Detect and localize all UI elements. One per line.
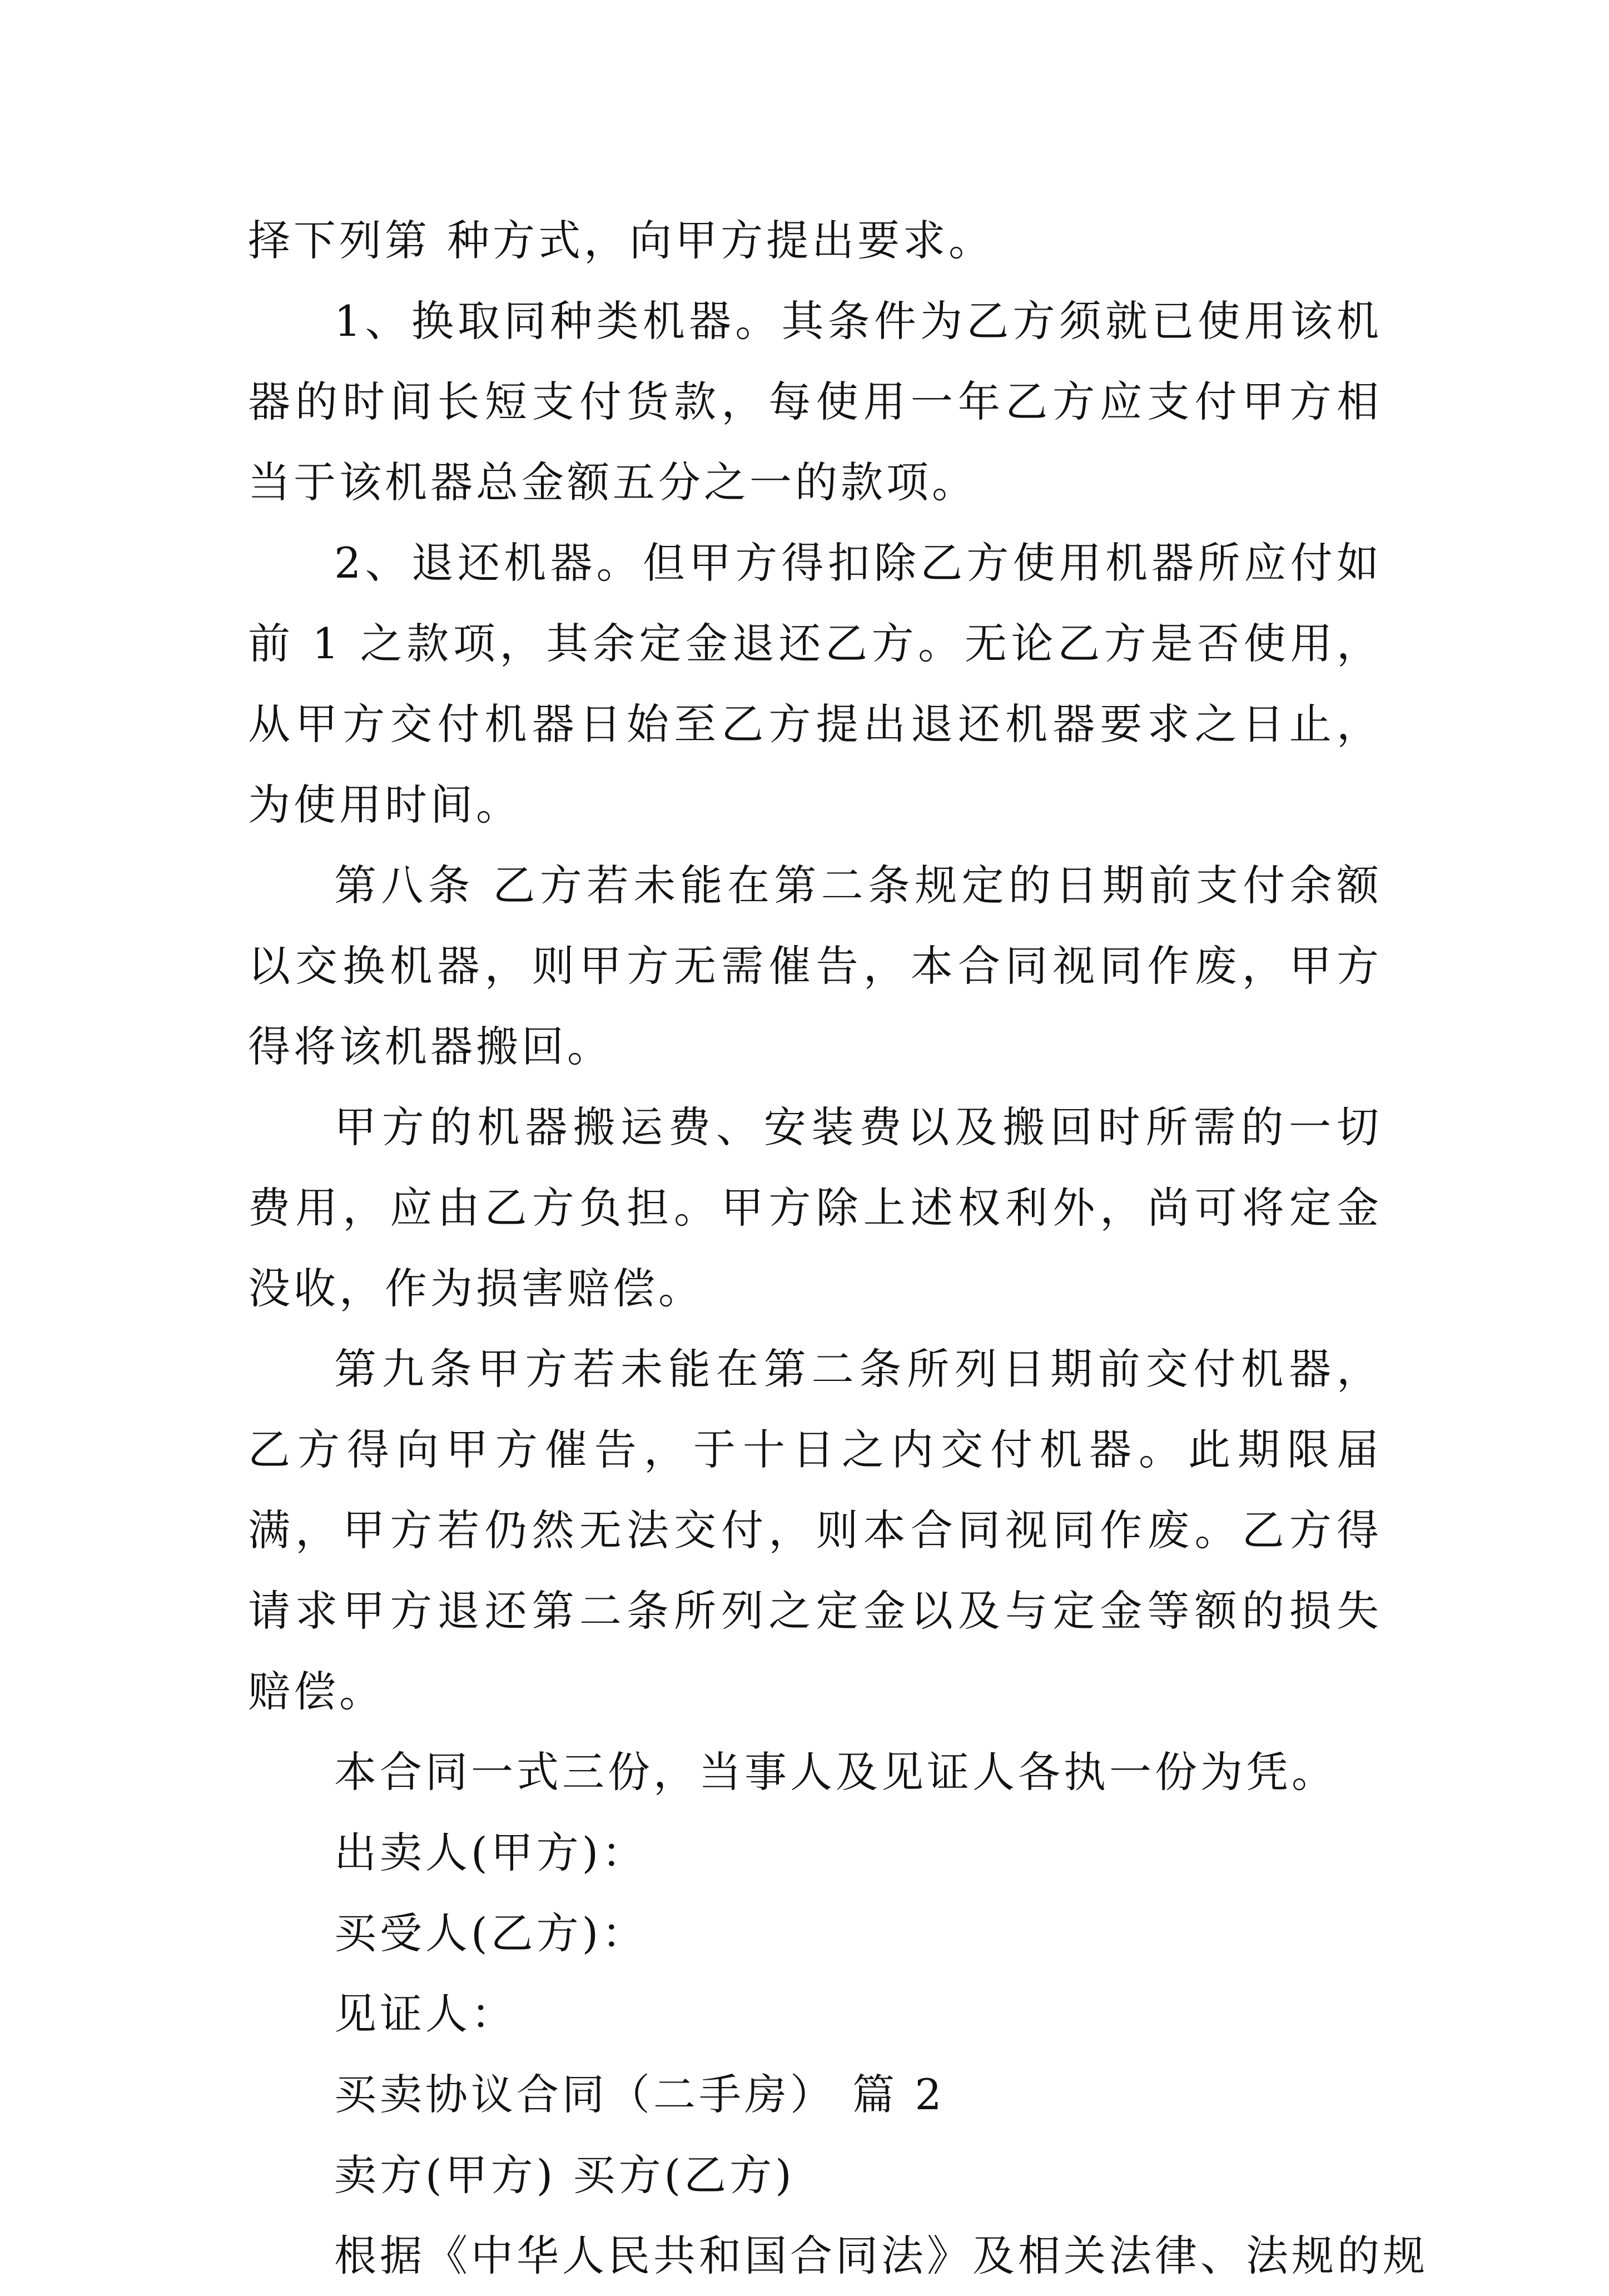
- section-title-part-2: 买卖协议合同（二手房） 篇 2: [334, 2070, 945, 2119]
- paragraph-option-2: 2、退还机器。但甲方得扣除乙方使用机器所应付如前 1 之款项，其余定金退还乙方。无论乙方是否使用，从甲方交付机器日始至乙方提出退还机器要求之日止，为使用时间。: [248, 538, 1382, 829]
- witness-signature-line: 见证人：: [334, 1989, 517, 2039]
- document-body: [248, 200, 1428, 2296]
- seller-signature-line: 出卖人(甲方)：: [334, 1828, 648, 1877]
- paragraph-option-1: 1、换取同种类机器。其条件为乙方须就已使用该机器的时间长短支付货款，每使用一年乙方应支付甲方相当于该机器总金额五分之一的款项。: [248, 296, 1382, 507]
- parties-line: 卖方(甲方) 买方(乙方): [334, 2150, 795, 2200]
- buyer-signature-line: 买受人(乙方)：: [334, 1909, 648, 1958]
- paragraph-copies: 本合同一式三份，当事人及见证人各执一份为凭。: [334, 1747, 1337, 1797]
- paragraph-costs: 甲方的机器搬运费、安装费以及搬回时所需的一切费用，应由乙方负担。甲方除上述权利外，尚可将定金没收，作为损害赔偿。: [248, 1102, 1382, 1313]
- paragraph-article-8: 第八条 乙方若未能在第二条规定的日期前支付余额以交换机器，则甲方无需催告，本合同视同作废，甲方得将该机器搬回。: [248, 861, 1382, 1071]
- paragraph-article-9: 第九条甲方若未能在第二条所列日期前交付机器，乙方得向甲方催告，于十日之内交付机器。此期限届满，甲方若仍然无法交付，则本合同视同作废。乙方得请求甲方退还第二条所列之定金以及与定金等额的损失赔偿。: [248, 1344, 1382, 1716]
- paragraph-continuation: 择下列第 种方式，向甲方提出要求。: [248, 216, 995, 265]
- paragraph-legal-basis: 根据《中华人民共和国合同法》及相关法律、法规的规: [334, 2231, 1428, 2280]
